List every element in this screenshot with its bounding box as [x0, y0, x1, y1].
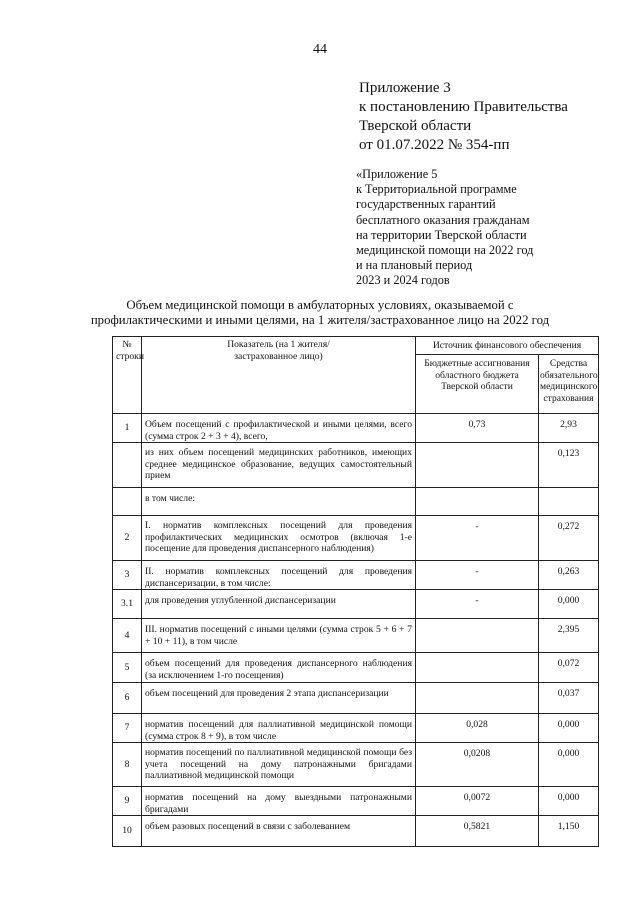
- indicator-cell: объем посещений для проведения 2 этапа диспансеризации: [142, 683, 416, 714]
- row-number-cell: 9: [113, 787, 142, 816]
- oms-value-cell: 0,037: [539, 683, 599, 714]
- budget-value-cell: 0,0072: [416, 787, 539, 816]
- budget-value-cell: -: [416, 590, 539, 619]
- oms-value-cell: 0,000: [539, 590, 599, 619]
- appendix-5-line: медицинской помощи на 2022 год: [356, 243, 534, 258]
- indicator-cell: Объем посещений с профилактической и иными целями, всего (сумма строк 2 + 3 + 4), всего,: [142, 414, 416, 443]
- indicator-cell: объем посещений для проведения диспансерного наблюдения (за исключением 1-го посещения): [142, 653, 416, 683]
- row-number-cell: 3: [113, 561, 142, 590]
- oms-value-cell: 2,395: [539, 619, 599, 653]
- table-row: [113, 590, 599, 619]
- document-title-line: профилактическими и иными целями, на 1 жителя/застрахованное лицо на 2022 год: [90, 313, 550, 327]
- oms-value-cell: 0,123: [539, 443, 599, 488]
- appendix-3-line: от 01.07.2022 № 354-пп: [359, 137, 510, 153]
- table-row: [113, 743, 599, 787]
- row-number-cell: 5: [113, 653, 142, 683]
- indicator-cell: норматив посещений на дому выездными патронажными бригадами: [142, 787, 416, 816]
- row-number-cell: 1: [113, 414, 142, 443]
- table-row: [113, 488, 599, 516]
- budget-value-cell: 0,5821: [416, 816, 539, 847]
- table-row: [113, 516, 599, 561]
- table-row: [113, 414, 599, 443]
- row-number-cell: 7: [113, 714, 142, 743]
- table-row: [113, 787, 599, 816]
- oms-value-cell: 0,000: [539, 787, 599, 816]
- row-number-cell: [113, 443, 142, 488]
- row-number-cell: [113, 488, 142, 516]
- indicator-cell: объем разовых посещений в связи с заболеванием: [142, 816, 416, 847]
- budget-value-cell: [416, 619, 539, 653]
- header-row-number: № строки: [113, 337, 142, 414]
- row-number-cell: 2: [113, 516, 142, 561]
- oms-value-cell: 0,263: [539, 561, 599, 590]
- appendix-3-header: [359, 79, 568, 155]
- appendix-5-line: «Приложение 5: [356, 167, 438, 181]
- appendix-5-line: 2023 и 2024 годов: [356, 273, 450, 288]
- header-regional-budget: Бюджетные ассигнования областного бюджета Тверской области: [416, 355, 539, 414]
- indicator-cell: норматив посещений по паллиативной медицинской помощи без учета посещений на дому патронажными бригадами паллиативной медицинской помощи: [142, 743, 416, 787]
- oms-value-cell: 0,272: [539, 516, 599, 561]
- row-number-cell: 6: [113, 683, 142, 714]
- table-row: [113, 561, 599, 590]
- header-oms-funds: Средства обязательного медицинского страхования: [539, 355, 599, 414]
- appendix-5-line: и на плановый период: [356, 258, 473, 273]
- budget-value-cell: [416, 683, 539, 714]
- oms-value-cell: 0,072: [539, 653, 599, 683]
- table-row: [113, 714, 599, 743]
- budget-value-cell: 0,028: [416, 714, 539, 743]
- appendix-5-line: бесплатного оказания гражданам: [356, 212, 530, 227]
- oms-value-cell: 0,000: [539, 714, 599, 743]
- oms-value-cell: [539, 488, 599, 516]
- page-number: 44: [313, 42, 327, 57]
- indicator-cell: для проведения углубленной диспансеризации: [142, 590, 416, 619]
- table-body: [113, 414, 599, 847]
- budget-value-cell: 0,73: [416, 414, 539, 443]
- table-row: [113, 443, 599, 488]
- oms-value-cell: 0,000: [539, 743, 599, 787]
- appendix-3-line: Приложение 3: [359, 80, 451, 96]
- budget-value-cell: -: [416, 516, 539, 561]
- budget-value-cell: [416, 443, 539, 488]
- document-title-line: Объем медицинской помощи в амбулаторных условиях, оказываемой с: [126, 298, 514, 312]
- oms-value-cell: 1,150: [539, 816, 599, 847]
- budget-value-cell: -: [416, 561, 539, 590]
- appendix-5-line: к Территориальной программе: [356, 182, 517, 197]
- indicator-cell: из них объем посещений медицинских работников, имеющих среднее медицинское образование, ведущих самостоятельный прием: [142, 443, 416, 488]
- table-row: [113, 653, 599, 683]
- appendix-3-line: Тверской области: [359, 118, 472, 134]
- header-funding-source: Источник финансового обеспечения: [416, 337, 599, 355]
- row-number-cell: 3.1: [113, 590, 142, 619]
- row-number-cell: 4: [113, 619, 142, 653]
- budget-value-cell: 0,0208: [416, 743, 539, 787]
- indicator-cell: I. норматив комплексных посещений для проведения профилактических медицинских осмотров (включая 1-е посещение для проведения диспансерного наблюдения): [142, 516, 416, 561]
- document-title: [60, 298, 580, 328]
- appendix-3-line: к постановлению Правительства: [359, 99, 568, 115]
- indicator-cell: II. норматив комплексных посещений для проведения диспансеризации, в том числе:: [142, 561, 416, 590]
- row-number-cell: 8: [113, 743, 142, 787]
- indicator-cell: III. норматив посещений с иными целями (сумма строк 5 + 6 + 7 + 10 + 11), в том числе: [142, 619, 416, 653]
- budget-value-cell: [416, 653, 539, 683]
- appendix-5-line: на территории Тверской области: [356, 227, 527, 242]
- appendix-5-header: [356, 167, 533, 289]
- table-row: [113, 816, 599, 847]
- indicator-cell: норматив посещений для паллиативной медицинской помощи (сумма строк 8 + 9), в том числе: [142, 714, 416, 743]
- indicators-table: [112, 336, 599, 847]
- budget-value-cell: [416, 488, 539, 516]
- oms-value-cell: 2,93: [539, 414, 599, 443]
- table-row: [113, 619, 599, 653]
- table-row: [113, 683, 599, 714]
- indicator-cell: в том числе:: [142, 488, 416, 516]
- row-number-cell: 10: [113, 816, 142, 847]
- header-indicator: Показатель (на 1 жителя/ застрахованное лицо): [142, 337, 416, 414]
- appendix-5-line: государственных гарантий: [356, 197, 496, 212]
